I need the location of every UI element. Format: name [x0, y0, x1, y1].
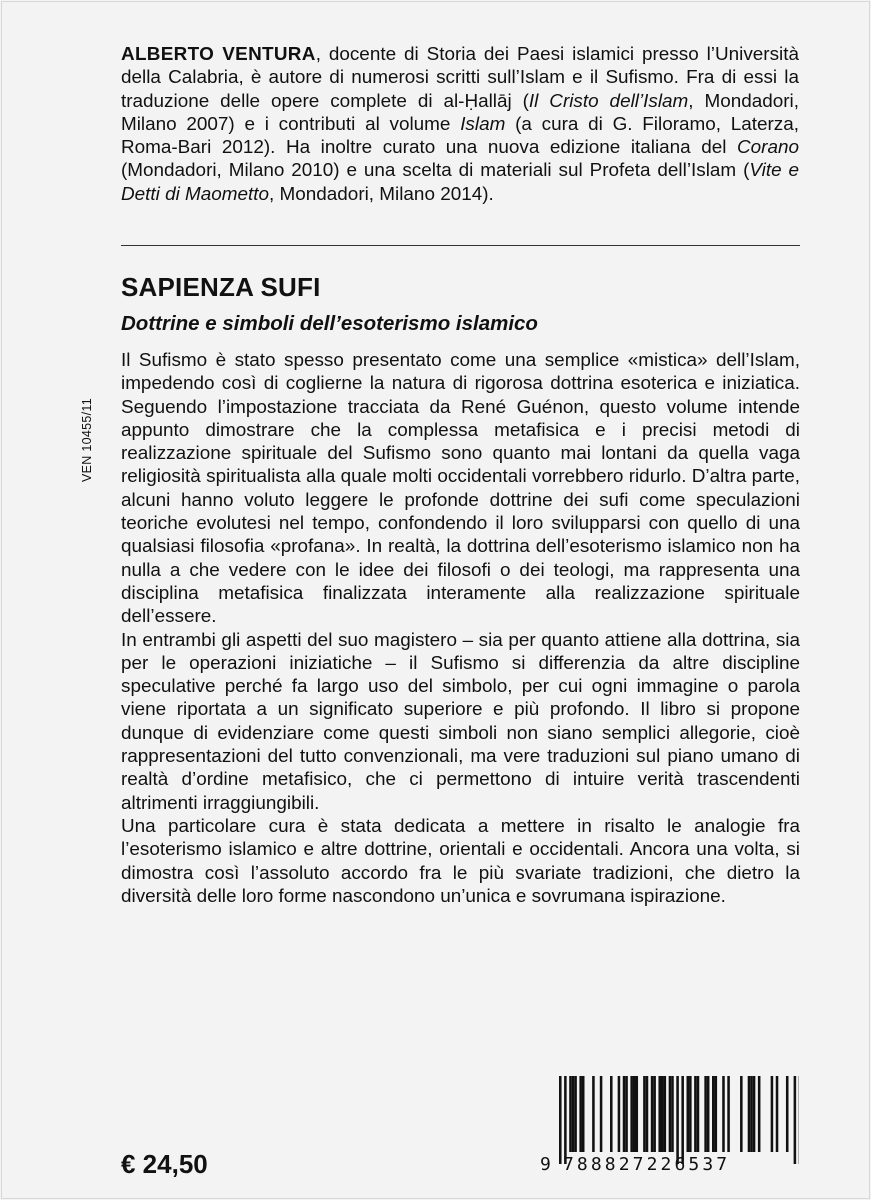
barcode-bar — [618, 1076, 621, 1152]
barcode-bar — [748, 1076, 751, 1152]
barcode-bar — [687, 1076, 690, 1152]
barcode-bar — [600, 1076, 603, 1152]
barcode-bar — [559, 1076, 562, 1164]
description-paragraph: In entrambi gli aspetti del suo magistero – sia per quanto attiene alla dottrina, sia per le operazioni iniziatiche – il Sufismo si differenzia da altre discipline speculative perché fa largo uso del simbolo, per cui ogni immagine o parola viene riportata a un significato superiore e più profondo. Il libro si propone dunque di evidenziare come questi simboli non siano semplici allegorie, cioè rappresentazioni del tutto convenzionali, ma vere traduzioni sul piano umano di realtà d’ordine metafisico, che ci permettono di intuire verità trascendenti altrimenti irraggiungibili. — [121, 629, 800, 814]
barcode-bar — [651, 1076, 654, 1152]
barcode-bar — [564, 1076, 567, 1164]
barcode-bar — [722, 1076, 725, 1152]
bio-fragment: Il Cristo dell’Islam — [528, 90, 689, 112]
barcode-bar — [661, 1076, 664, 1152]
bio-fragment: (Mondadori, Milano 2010) e una scelta di materiali sul Profeta dell’Islam ( — [121, 160, 750, 182]
barcode-bar — [636, 1076, 639, 1152]
barcode-bar — [712, 1076, 715, 1152]
description-paragraph: Una particolare cura è stata dedicata a mettere in risalto le analogie fra l’esoterismo islamico e altre dottrine, orientali e occidentali. Ancora una volta, si dimostra così l’assoluto accordo fra le più svariate tradizioni, che dietro la diversità delle loro forme nascondono un’unica e sovrumana ispirazione. — [121, 815, 800, 907]
bio-fragment: Vite e Detti di Maometto — [121, 160, 799, 205]
barcode-bar — [664, 1076, 667, 1152]
barcode-bar — [671, 1076, 674, 1152]
barcode-bar — [786, 1076, 789, 1152]
barcode-bar — [753, 1076, 756, 1152]
barcode-bar — [689, 1076, 692, 1152]
barcode-bar — [592, 1076, 595, 1152]
barcode-bar — [727, 1076, 730, 1152]
description-paragraph: Il Sufismo è stato spesso presentato come una semplice «mistica» dell’Islam, impedendo così di coglierne la natura di rigorosa dottrina esoterica e iniziatica. Seguendo l’impostazione tracciata da René Guénon, questo volume intende appunto dimostrare che la complessa metafisica e i precisi metodi di realizzazione spirituale del Sufismo sono quanto mai lontani da quella vaga religiosità spiritualista alla quale molti occidentali vorrebbero ridurlo. D’altra parte, alcuni hanno voluto leggere le profonde dottrine dei sufi come speculazioni teoriche evolutesi nel tempo, confondendo il loro svilupparsi con quello di una qualsiasi filosofia «profana». In realtà, la dottrina dell’esoterismo islamico non ha nulla a che vedere con le idee dei filosofi o dei teologi, ma rappresenta una disciplina metafisica finalizzata interamente alla realizzazione spirituale dell’essere. — [121, 350, 800, 628]
book-title: SAPIENZA SUFI — [121, 272, 321, 302]
barcode-bar — [794, 1076, 797, 1164]
author-bio-text — [121, 44, 799, 205]
barcode-bar — [771, 1076, 774, 1152]
bio-fragment: Islam — [460, 113, 506, 135]
barcode-bar — [697, 1076, 700, 1152]
bio-fragment: , Mondadori, Milano 2007) e i contributi al volume — [121, 90, 799, 135]
barcode-bar — [707, 1076, 710, 1152]
isbn-digits: 788827226537 — [563, 1154, 731, 1175]
barcode-bar — [715, 1076, 718, 1152]
barcode-bar — [676, 1076, 679, 1164]
author-bio — [121, 43, 799, 206]
barcode-bar — [669, 1076, 672, 1152]
barcode-bar — [776, 1076, 779, 1152]
barcode-bar — [579, 1076, 582, 1152]
barcode-bar — [623, 1076, 626, 1152]
bio-fragment: , Mondadori, Milano 2014). — [269, 183, 494, 205]
barcode-bar — [681, 1076, 684, 1164]
isbn-first-digit: 9 — [540, 1154, 551, 1175]
barcode-bar — [750, 1076, 753, 1152]
bio-fragment: (a cura di G. Filoramo, Laterza, Roma-Bari 2012). Ha inoltre curato una nuova edizione italiana del — [121, 113, 800, 159]
bio-fragment: Corano — [737, 137, 799, 159]
barcode-bar — [582, 1076, 585, 1152]
barcode-bar — [646, 1076, 649, 1152]
bio-fragment: , docente di Storia dei Paesi islamici presso l’Università della Calabria, è autore di numerosi scritti sull’Islam e il Sufismo. Fra di essi la traduzione delle opere complete di al-Ḥallāj ( — [121, 44, 799, 112]
barcode-bar — [740, 1076, 743, 1152]
barcode-bar — [625, 1076, 628, 1152]
barcode-bar — [574, 1076, 577, 1152]
book-subtitle: Dottrine e simboli dell’esoterismo islamico — [121, 312, 538, 335]
barcode-bar — [643, 1076, 646, 1152]
author-name: ALBERTO VENTURA — [121, 44, 316, 65]
barcode-bar — [694, 1076, 697, 1152]
barcode-bar — [572, 1076, 575, 1152]
divider-line — [121, 245, 800, 246]
side-code: VEN 10455/11 — [80, 398, 94, 482]
barcode-bar — [658, 1076, 661, 1152]
barcode-bar — [758, 1076, 761, 1152]
barcode-bar — [704, 1076, 707, 1152]
book-description — [121, 349, 800, 908]
price-label: € 24,50 — [121, 1149, 208, 1179]
barcode-bar — [630, 1076, 633, 1152]
barcode-bar — [610, 1076, 613, 1152]
barcode-bar — [633, 1076, 636, 1152]
barcode-bar — [569, 1076, 572, 1152]
barcode-bar — [653, 1076, 656, 1152]
